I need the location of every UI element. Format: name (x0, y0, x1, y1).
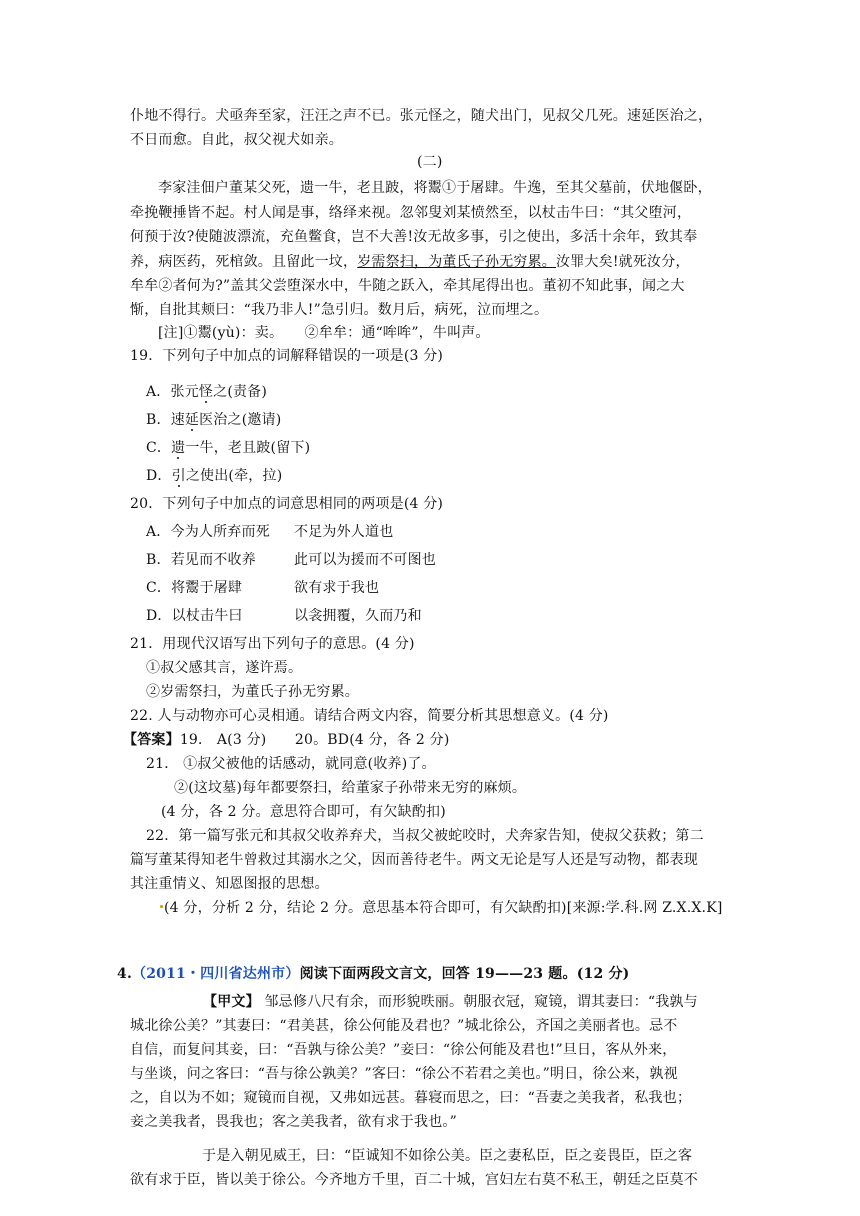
text-segment: 邹忌修八尺有余，而形貌昳丽。朝服衣冠，窥镜，谓其妻曰：“我孰与 (259, 994, 698, 1010)
text-line: 于是入朝见威王，曰：“臣诚知不如徐公美。臣之妻私臣，臣之妾畏臣，臣之客 (202, 1148, 693, 1164)
passage-label: 【甲文】 (203, 994, 260, 1010)
dotted-word: 怪 (198, 384, 214, 400)
answer-line (123, 730, 449, 750)
text-line: 不日而愈。自此，叔父视犬如亲。 (130, 132, 343, 148)
answer-line: 22．第一篇写张元和其叔父收养弃犬，当叔父被蛇咬时，犬奔家告知，使叔父获救；第二 (146, 828, 704, 844)
option-text: 之(责备) (213, 384, 268, 400)
option-text: B．速 (146, 412, 185, 428)
dotted-word: 引 (171, 468, 186, 484)
option-a (146, 522, 393, 542)
option-c (146, 578, 379, 598)
option-right: 以衾拥覆，久而乃和 (294, 608, 422, 624)
text-line (130, 252, 690, 272)
answer-line: (4 分，各 2 分。意思符合即可，有欠缺酌扣) (161, 804, 446, 820)
question-4-header (117, 964, 630, 984)
option-text: C． (146, 440, 172, 456)
source-link[interactable]: （2011・四川省达州市） (132, 966, 300, 982)
option-text: 一牛，老且跛(留下) (185, 440, 311, 456)
option-left: A．今为人所弃而死 (146, 524, 270, 540)
dotted-word: 遗 (171, 440, 186, 456)
text-line: 城北徐公美？”其妻曰：“君美甚，徐公何能及君也？”城北徐公，齐国之美丽者也。忌不 (130, 1018, 678, 1034)
answer-text: 19． A(3 分) 20。BD(4 分，各 2 分) (179, 732, 450, 748)
text-line: 惭，自批其颊曰：“我乃非人!”急引归。数月后，病死，泣而埋之。 (130, 302, 549, 318)
text-line: 与坐谈，问之客曰：“吾与徐公孰美？”客曰：“徐公不若君之美也。”明日，徐公来，孰视 (130, 1066, 678, 1082)
question-21: 21．用现代汉语写出下列句子的意思。(4 分) (130, 636, 415, 652)
option-right: 此可以为援而不可图也 (294, 552, 436, 568)
question-19: 19．下列句子中加点的词解释错误的一项是(3 分) (130, 348, 444, 364)
dotted-word: 延 (184, 412, 200, 428)
text-segment: 养，病医药，死棺敛。且留此一坟， (130, 254, 358, 270)
sentence-1: ①叔父感其言，遂许焉。 (146, 660, 303, 676)
text-line: 妾之美我者，畏我也；客之美我者，欲有求于我也。” (130, 1114, 457, 1130)
option-text: D． (146, 468, 172, 484)
answer-line: 篇写董某得知老牛曾救过其溺水之父，因而善待老牛。两文无论是写人还是写动物，都表现 (130, 852, 698, 868)
text-line: 牵挽鞭捶皆不起。村人闻是事，络绎来视。忽邻叟刘某愤然至，以杖击牛曰：“其父堕河， (130, 205, 692, 221)
option-left: D．以杖击牛曰 (146, 608, 243, 624)
section-heading: (二) (417, 154, 443, 170)
option-right: 不足为外人道也 (294, 524, 394, 540)
question-22: 22. 人与动物亦可心灵相通。请结合两文内容，简要分析其思想意义。(4 分) (130, 708, 609, 724)
option-text: 医治之(邀请) (199, 412, 282, 428)
text-line (203, 992, 698, 1012)
answer-line: 其注重情义、知恩图报的思想。 (130, 876, 329, 892)
option-left: B．若见而不收养 (146, 552, 256, 568)
answer-label: 【答案】 (123, 732, 180, 748)
text-line: 何预于汝?使随波漂流，充鱼鳖食，岂不大善!汝无故多事，引之使出，多活十余年，致其奉 (130, 229, 698, 245)
marker-dot (160, 905, 163, 908)
text-line: 牟牟②者何为?”盖其父尝堕深水中，牛随之跃入，牵其尾得出也。董初不知此事，闻之大 (130, 278, 685, 294)
option-left: C．将鬻于屠肆 (146, 580, 243, 596)
option-b (146, 410, 281, 430)
text-line: 仆地不得行。犬亟奔至家，汪汪之声不已。张元怪之，随犬出门，见叔父几死。速延医治之， (130, 108, 713, 124)
option-b (146, 550, 436, 570)
footnote: [注]①鬻(yù)：卖。 ②牟牟：通“哞哞”，牛叫声。 (158, 325, 490, 341)
option-text: A．张元 (146, 384, 199, 400)
answer-line: ②(这坟墓)每年都要祭扫，给董家子孙带来无穷的麻烦。 (174, 780, 527, 796)
text-line: 自信，而复问其妾，曰：“吾孰与徐公美？”妾曰：“徐公何能及君也!”旦日，客从外来， (130, 1042, 677, 1058)
question-instruction: 阅读下面两段文言文，回答 19——23 题。(12 分) (299, 966, 630, 982)
underlined-sentence: 岁需祭扫，为董氏子孙无穷累。 (357, 254, 557, 270)
answer-line: 21． ①叔父被他的话感动，就同意(收养)了。 (146, 756, 436, 772)
text-line: 欲有求于臣，皆以美于徐公。今齐地方千里，百二十城，宫妇左右莫不私王，朝廷之臣莫不 (130, 1172, 698, 1188)
question-20: 20．下列句子中加点的词意思相同的两项是(4 分) (130, 496, 444, 512)
option-a (146, 382, 267, 402)
text-line: 李家洼佃户董某父死，遗一牛，老且跛，将鬻①于屠肆。牛逸，至其父墓前，伏地偃卧， (158, 180, 712, 196)
answer-line: (4 分，分析 2 分，结论 2 分。意思基本符合即可，有欠缺酌扣)[来源:学.科.网 Z.X.X.K] (164, 900, 723, 916)
question-number: 4. (117, 966, 133, 982)
option-d (146, 466, 282, 486)
option-right: 欲有求于我也 (294, 580, 380, 596)
option-d (146, 606, 422, 626)
text-segment: 汝罪大矣!就死汝分， (556, 254, 690, 270)
text-line: 之，自以为不如；窥镜而自视，又弗如远甚。暮寝而思之，曰：“吾妻之美我者，私我也； (130, 1090, 692, 1106)
option-text: 之使出(牵，拉) (185, 468, 283, 484)
sentence-2: ②岁需祭扫，为董氏子孙无穷累。 (146, 684, 359, 700)
option-c (146, 438, 310, 458)
